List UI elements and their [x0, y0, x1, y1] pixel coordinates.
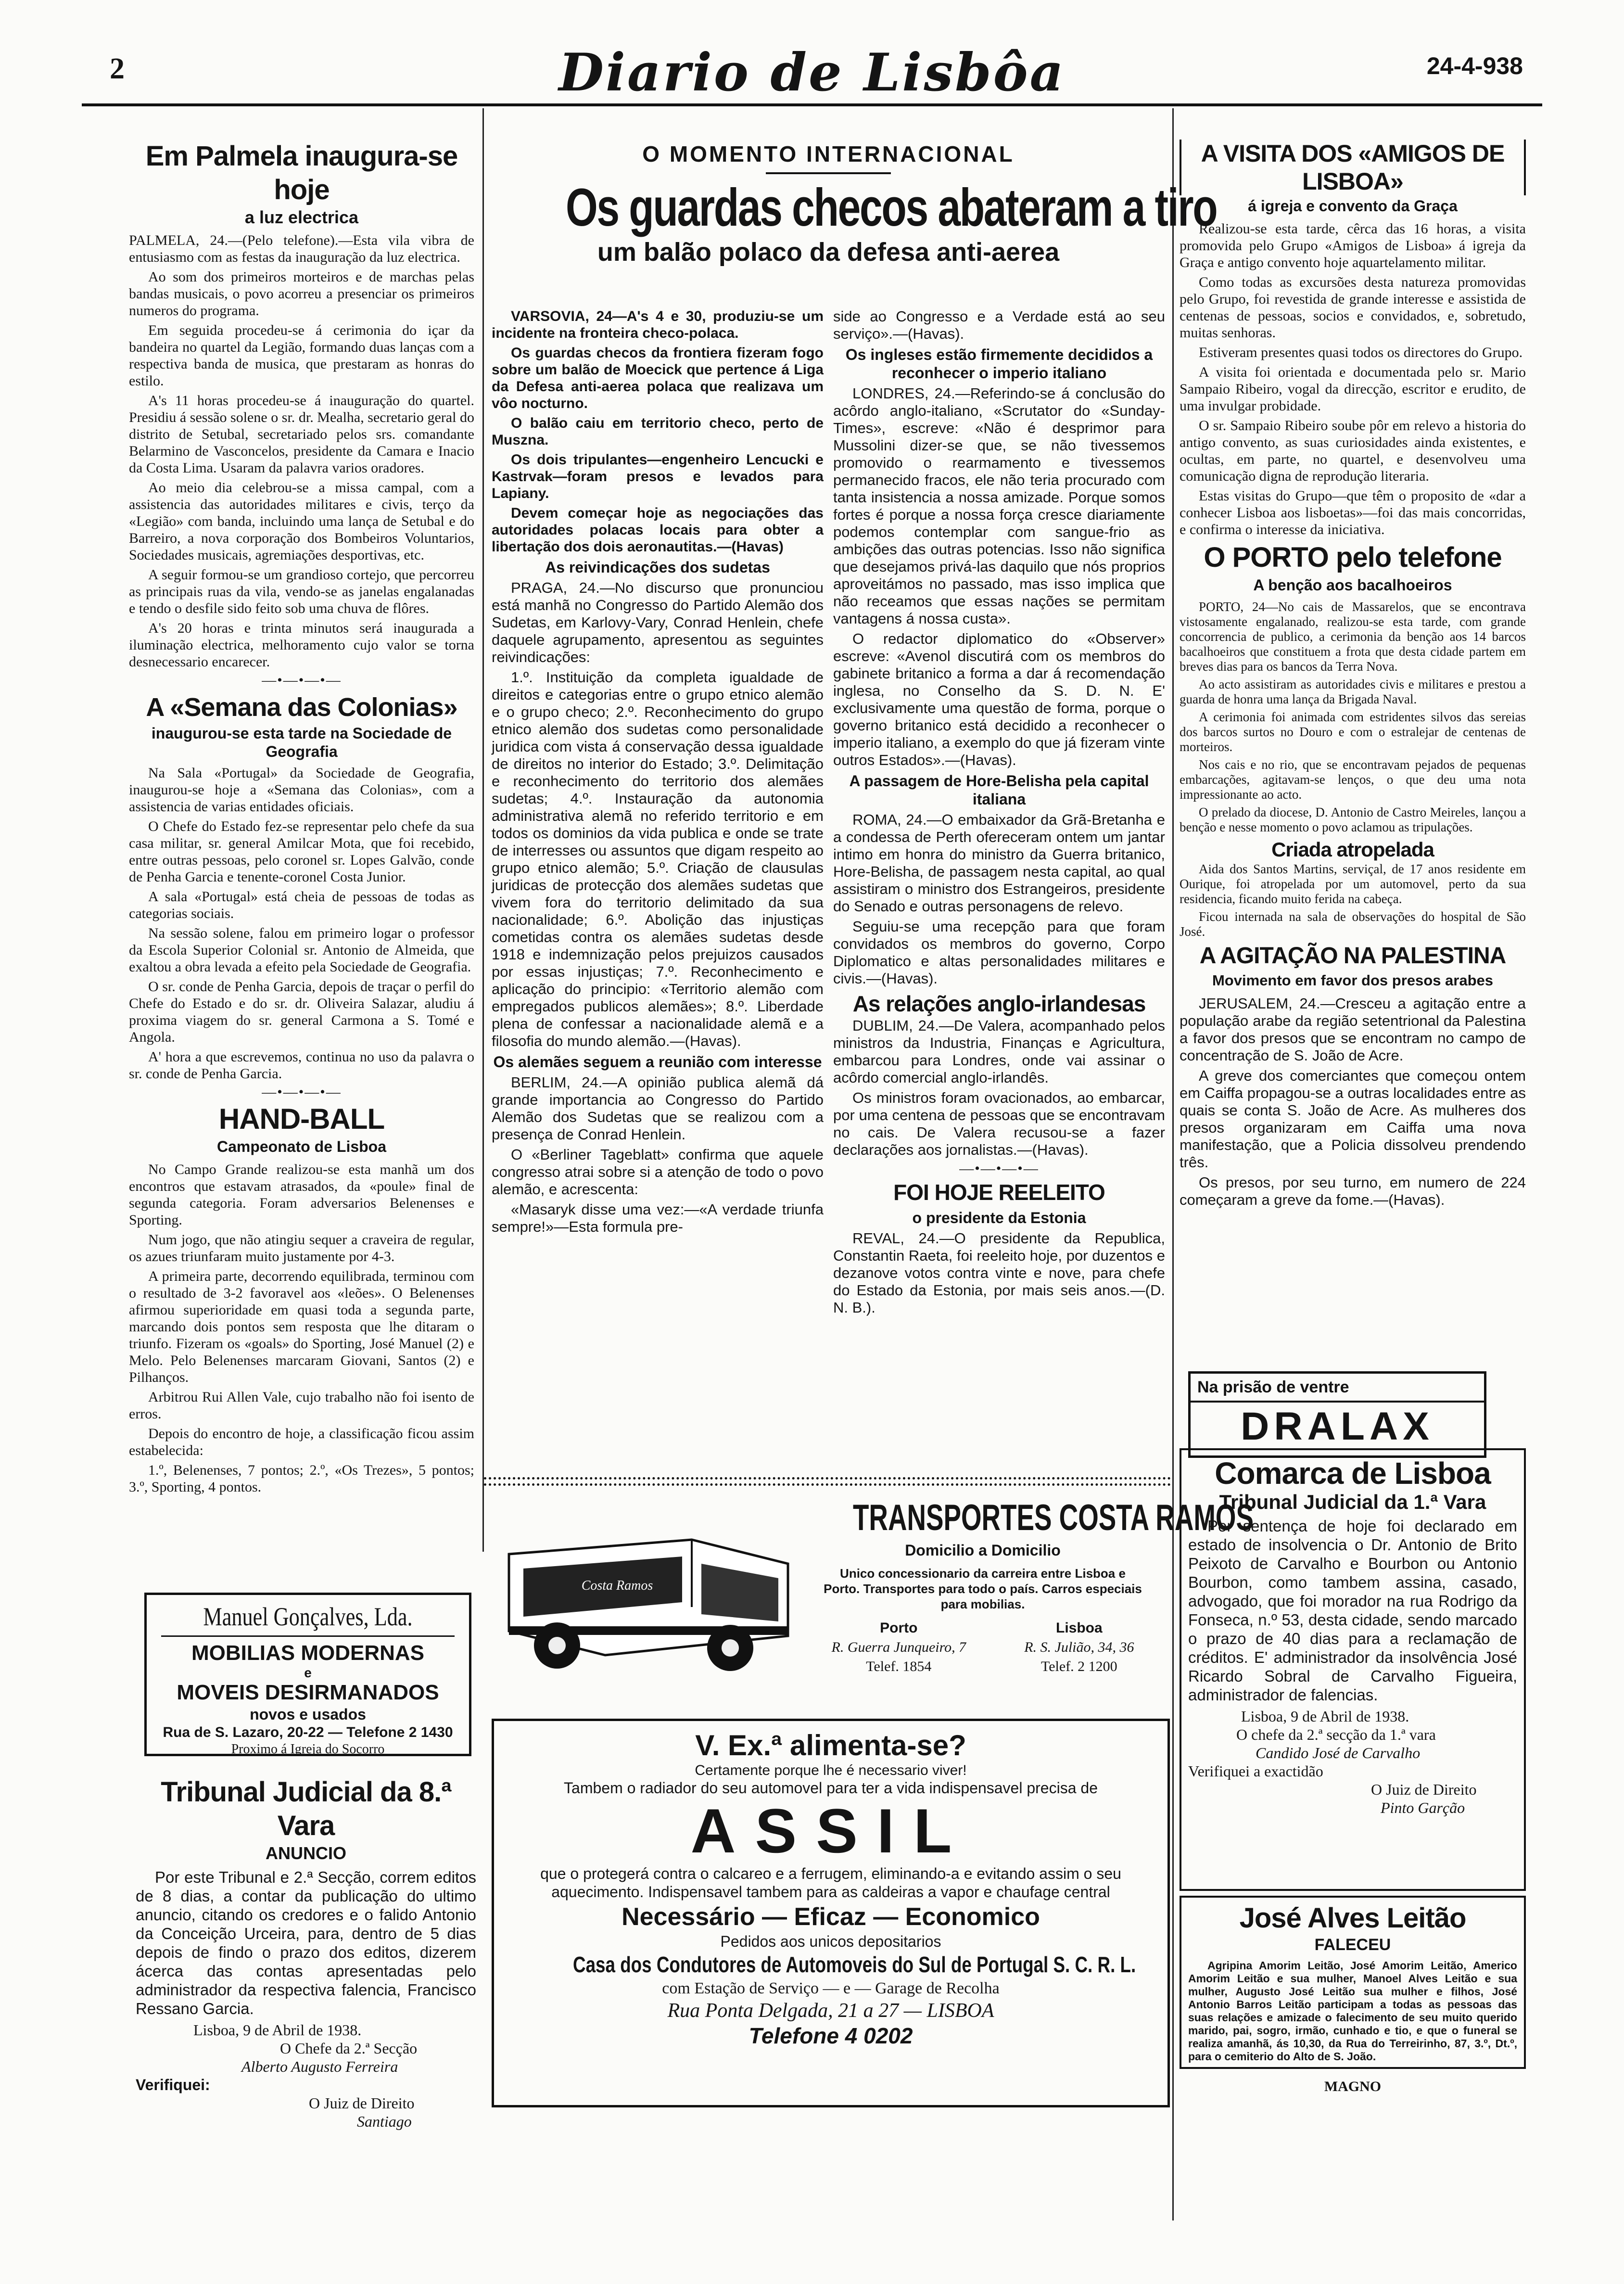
- criada-p2: Ficou internada na sala de observações do hospital de São José.: [1180, 909, 1526, 939]
- visita-p2: Como todas as excursões desta natureza promovidas pelo Grupo, foi revestida de grande interesse e assistida de centenas de pessoas, socios e convidados, e, sobretudo, muitas senhoras.: [1180, 274, 1526, 341]
- comarca-headline: Comarca de Lisboa: [1215, 1456, 1491, 1491]
- ad-assil-l1: Certamente porque lhe é necessario viver!: [695, 1762, 967, 1778]
- comarca-notice: [1180, 1448, 1526, 1891]
- ad-near: Proximo á Igreja do Socorro: [231, 1742, 385, 1757]
- masthead-title: Diario de Lisbôa: [558, 42, 1066, 103]
- comarca-subhead: Tribunal Judicial da 1.ª Vara: [1219, 1491, 1486, 1513]
- comarca-date: Lisboa, 9 de Abril de 1938.: [1241, 1708, 1409, 1725]
- handball-p6: 1.º, Belenenses, 7 pontos; 2.º, «Os Trezes», 5 pontos; 3.º, Sporting, 4 pontos.: [129, 1462, 474, 1495]
- tribunal-8-chefe-name: Alberto Augusto Ferreira: [241, 2058, 398, 2075]
- porto-p3: A cerimonia foi animada com estridentes silvos das sereias dos barcos surtos no Douro e com o estralejar de centenas de morteiros.: [1180, 710, 1526, 754]
- palmela-subhead: a luz electrica: [244, 207, 359, 227]
- ad-assil-l6: com Estação de Serviço — e — Garage de Recolha: [662, 1979, 1000, 1997]
- comarca-body: Por sentença de hoje foi declarado em estado de insolvencia o Dr. Antonio de Brito Peixoto de Carvalho e Bourbon ou Antonio Bourbon, como tambem assina, casado, advogado, que foi morador na rua Rodrigo da Fonseca, n.º 53, desta cidade, sendo marcado o prazo de 40 dias para a reclamação de créditos. E' administrador da insolvência José Ricardo Sobral de Carvalho Figueira, administrador de falencias.: [1188, 1517, 1517, 1704]
- palmela-p6: A seguir formou-se um grandioso cortejo, que percorreu as principais ruas da vila, vendo-se as janelas engalanadas e tendo o desfile sido feito sob uma chuva de flôres.: [129, 567, 474, 616]
- alemaes-p3: «Masaryk disse uma vez:—«A verdade triunfa sempre!»—Esta formula pre-: [492, 1201, 824, 1235]
- visita-subhead: á igreja e convento da Graça: [1248, 197, 1458, 215]
- obituary-leitao: [1180, 1896, 1526, 2069]
- page-number: 2: [110, 52, 125, 85]
- ad-address: Rua de S. Lazaro, 20-22 — Telefone 2 1430: [163, 1724, 453, 1740]
- tribunal-8-subhead: ANUNCIO: [266, 1843, 346, 1863]
- ad-dralax-brand: DRALAX: [1191, 1401, 1484, 1451]
- palestina-p3: Os presos, por seu turno, em numero de 224 começaram a greve da fome.—(Havas).: [1180, 1174, 1526, 1208]
- lead-p5: Devem começar hoje as negociações das autoridades polacas locais para obter a libertação dos dois aeronautitas.—(Havas): [492, 505, 824, 555]
- palestina-p2: A greve dos comerciantes que começou ontem em Caiffa propagou-se a outras localidades entre as quais se conta S. João de Acre. As mulheres dos presos organizaram em Caiffa uma nova manifestação, que a Policia dissolveu prendendo três.: [1180, 1067, 1526, 1171]
- ingleses-p0: side ao Congresso e a Verdade está ao seu serviço».—(Havas).: [833, 308, 1165, 342]
- lead-p3: O balão caiu em territorio checo, perto de Muszna.: [492, 415, 824, 448]
- ad-moveis: MOVEIS DESIRMANADOS: [177, 1681, 439, 1704]
- tribunal-8-notice: [136, 1775, 476, 2257]
- semana-p5: O sr. conde de Penha Garcia, depois de traçar o perfil do Chefe do Estado e do sr. dr. Oliveira Salazar, aludiu á proxima viagem do sr. general Carmona a S. Tomé e Angola.: [129, 979, 474, 1045]
- lead-p4: Os dois tripulantes—engenheiro Lencucki e Kastrvak—foram presos e levados para Lapiany.: [492, 452, 824, 501]
- ad-assil-l7: Rua Ponta Delgada, 21 a 27 — LISBOA: [667, 2000, 994, 2022]
- hore-belisha-p1: ROMA, 24.—O embaixador da Grã-Bretanha e a condessa de Perth ofereceram ontem um jantar intimo em honra do ministro da Guerra britanico, Hore-Belisha, de passagem nesta capital, ao qual assistiram o ministro dos Estrangeiros, presidente do Senado e outras personagens de relevo.: [833, 811, 1165, 915]
- porto-subhead: A benção aos bacalhoeiros: [1253, 576, 1452, 594]
- palmela-p1: PALMELA, 24.—(Pelo telefone).—Esta vila vibra de entusiasmo com as festas da inauguração da luz electrica.: [129, 232, 474, 265]
- sudetas-headline: As reivindicações dos sudetas: [545, 559, 770, 576]
- semana-p2: O Chefe do Estado fez-se representar pelo chefe da sua casa militar, sr. general Amilcar Mota, que foi recebido, entre outras pessoas, pelo coronel sr. Lopes Galvão, conde de Penha Garcia e tenente-coronel Costa Junior.: [129, 818, 474, 885]
- handball-headline: HAND-BALL: [218, 1103, 385, 1135]
- comarca-chefe: O chefe da 2.ª secção da 1.ª vara: [1236, 1726, 1436, 1743]
- ad-assil-l4: Pedidos aos unicos depositarios: [720, 1933, 941, 1950]
- semana-p1: Na Sala «Portugal» da Sociedade de Geografia, inaugurou-se hoje a «Semana das Colonias», com a assistencia de varias entidades oficiais.: [129, 765, 474, 815]
- semana-p4: Na sessão solene, falou em primeiro logar o professor da Escola Superior Colonial sr. Antonio de Almeida, que exaltou a obra levada a efeito pela Sociedade de Geografia.: [129, 925, 474, 975]
- obituary-faleceu: FALECEU: [1314, 1936, 1391, 1954]
- palmela-p5: Ao meio dia celebrou-se a missa campal, com a assistencia das autoridades militares e civis, terço da «Legião» com banda, incluindo uma lança de Setubal e do Barreiro, a nova corporação dos Bombeiros Voluntarios, Sociedades musicais, agremiações desportivas, etc.: [129, 480, 474, 563]
- column-rule-left: [482, 108, 484, 1552]
- ad-mobilias: MOBILIAS MODERNAS: [191, 1641, 424, 1665]
- semana-headline: A «Semana das Colonias»: [146, 693, 457, 722]
- comarca-chefe-name: Candido José de Carvalho: [1256, 1744, 1421, 1761]
- tribunal-8-headline: Tribunal Judicial da 8.ª Vara: [161, 1776, 451, 1841]
- kicker: O MOMENTO INTERNACIONAL: [642, 141, 1015, 166]
- handball-p4: Arbitrou Rui Allen Vale, cujo trabalho não foi isento de erros.: [129, 1389, 474, 1422]
- truck-label: Costa Ramos: [581, 1578, 653, 1593]
- anglo-irish-p2: Os ministros foram ovacionados, ao embarcar, por uma centena de pessoas que se encontravam no cais. De Valera recusou-se a fazer declarações aos jornalistas.—(Havas).: [833, 1089, 1165, 1158]
- tribunal-8-body: Por este Tribunal e 2.ª Secção, correm editos de 8 dias, a contar da publicação do ultimo anuncio, citando os credores e o falido Antonio da Conceição Urceira, para, dentro de 5 dias depois de findo o prazo dos editos, dizerem ácerca das contas apresentadas pelo administrador da respectiva falencia, Francisco Ressano Garcia.: [136, 1868, 476, 2017]
- alemaes-headline: Os alemães seguem a reunião com interesse: [493, 1053, 822, 1071]
- obituary-name: José Alves Leitão: [1239, 1902, 1466, 1934]
- estonia-p1: REVAL, 24.—O presidente da Republica, Constantin Raeta, foi reeleito hoje, por duzentos e dezanove votos contra vinte e nove, para chefe do Estado da Estonia, por mais seis anos.—(D. N. B.).: [833, 1230, 1165, 1316]
- lead-p2: Os guardas checos da frontiera fizeram fogo sobre um balão de Moecick que pertence á Liga da Defesa anti-aerea polaca que realizava um vôo nocturno.: [492, 345, 824, 411]
- porto-p1: PORTO, 24—No cais de Massarelos, que se encontrava vistosamente engalanado, realizou-se esta tarde, com grande concorrencia de publico, a cerimonia da benção aos 14 barcos bacalhoeiros que constituem a frota que desta cidade partem em breves dias para os bancos da Terra Nova.: [1180, 600, 1526, 674]
- ad-novos-usados: novos e usados: [250, 1706, 366, 1723]
- ad-porto-addr: R. Guerra Junqueiro, 7: [831, 1639, 966, 1655]
- porto-p5: O prelado da diocese, D. Antonio de Castro Meireles, lançou a benção e nesse momento o povo aclamou as tripulações.: [1180, 805, 1526, 834]
- separator-ornament: —•—•—•—: [262, 672, 342, 688]
- sudetas-p2: 1.º. Instituição da completa igualdade de direitos e categorias entre o grupo etnico alemão e o grupo checo; 2.º. Reconhecimento do grupo etnico alemão dos sudetas como personalidade juridica com vista á conservação dessa igualdade de direitos no interior do Estado; 3.º. Delimitação e reconhecimento do territorio dos alemães sudetas; 4.º. Instauração da autonomia administrativa alemã no referido territorio e em todos os dominios da vida publica e onde se trate de interresses ou assuntos que digam respeito ao grupo etnico alemão; 5.º. Criação de clausulas juridicas de protecção dos alemães sudetas que vivem fora do territorio delimitado da sua nacionalidade; 6.º. Abolição das injustiças cometidas contra os alemães sudetas desde 1918 e indemnização pelos prejuizos causados por essas injustiças; 7.º. Reconhecimento e aplicação do principio: «Territorio alemão com empregados publicos alemães»; 8.º. Liberdade plena de confessar a nacionalidade alemã e a filosofia do mundo alemão.—(Havas).: [492, 669, 824, 1049]
- center-column: [492, 140, 1217, 1467]
- ad-assil-l2: Tambem o radiador do seu automovel para ter a vida indispensavel precisa de: [564, 1779, 1098, 1797]
- ad-assil: [492, 1719, 1170, 2107]
- visita-p4: A visita foi orientada e documentada pelo sr. Mario Sampaio Ribeiro, vogal da direcção, escritor e erudito, de uma invulgar probidade.: [1180, 364, 1526, 414]
- porto-headline: O PORTO pelo telefone: [1204, 542, 1502, 573]
- palmela-p7: A's 20 horas e trinta minutos será inaugurada a iluminação electrica, melhoramento cujo valor se torna desnecessario encarecer.: [129, 620, 474, 670]
- ad-assil-brand: ASSIL: [690, 1796, 971, 1866]
- ad-assil-l5: Casa dos Condutores de Automoveis do Sul de Portugal S. C. R. L.: [573, 1952, 1136, 1977]
- handball-p5: Depois do encontro de hoje, a classificação ficou assim estabelecida:: [129, 1426, 474, 1458]
- ad-lisboa: Lisboa: [1056, 1620, 1103, 1636]
- sudetas-p1: PRAGA, 24.—No discurso que pronunciou está manhã no Congresso do Partido Alemão dos Sudetas, em Karlovy-Vary, Conrad Henlein, chefe daquele agrupamento, apresentou as seguintes reivindicações:: [492, 579, 824, 665]
- alemaes-p1: BERLIM, 24.—A opinião publica alemã dá grande importancia ao Congresso do Partido Alemão dos Sudetas que se realizou com a presença de Conrad Henlein.: [492, 1074, 824, 1143]
- handball-p2: Num jogo, que não atingiu sequer a craveira de regular, os azues triunfaram muito justamente por 4-3.: [129, 1232, 474, 1264]
- palestina-subhead: Movimento em favor dos presos arabes: [1212, 972, 1494, 989]
- ad-costa-ramos: [485, 1492, 1254, 1698]
- estonia-headline: FOI HOJE REELEITO: [893, 1180, 1105, 1205]
- ad-dralax: [1188, 1371, 1486, 1458]
- obituary-sign: MAGNO: [1324, 2079, 1382, 2094]
- alemaes-p2: O «Berliner Tageblatt» confirma que aquele congresso atrai sobre si a atenção de todo o povo alemão, e acrescenta:: [492, 1146, 824, 1198]
- ad-e: e: [304, 1665, 312, 1680]
- ad-dralax-small: Na prisão de ventre: [1197, 1378, 1349, 1396]
- separator-ornament: —•—•—•—: [959, 1161, 1039, 1176]
- semana-p6: A' hora a que escrevemos, continua no uso da palavra o sr. conde de Penha Garcia.: [129, 1049, 474, 1082]
- tribunal-8-juiz: O Juiz de Direito: [309, 2094, 415, 2112]
- tribunal-8-verif: Verifiquei:: [136, 2076, 210, 2093]
- comarca-juiz-name: Pinto Garção: [1381, 1799, 1465, 1816]
- comarca-verif: Verifiquei a exactidão: [1188, 1762, 1323, 1780]
- ingleses-headline: Os ingleses estão firmemente decididos a reconhecer o imperio italiano: [845, 346, 1153, 382]
- ingleses-p1: LONDRES, 24.—Referindo-se á conclusão do acôrdo anglo-italiano, «Scrutator do «Sunday-Times», escreve: «Não é desprimor para Mussolini dizer-se que, se não tivessemos promovido o rearmamento e tivessemos permanecido fracos, ele não teria procurado com tanta insistencia a nossa amizade. Porque somos fortes é porque a nossa força cresce diariamente podemos contemplar com sangue-frio as ambições das outras potencias. Isso não significa que desejamos privá-las daquilo que nós proprios aproveitámos no passado, mas isso implica que não receamos que essas nações se permitam vantagens á nossa custa».: [833, 385, 1165, 627]
- main-subheadline: um balão polaco da defesa anti-aerea: [597, 238, 1060, 267]
- ads-rule: [484, 1477, 1171, 1486]
- tribunal-8-date: Lisboa, 9 de Abril de 1938.: [193, 2021, 362, 2039]
- visita-headline: A VISITA DOS «AMIGOS DE LISBOA»: [1180, 140, 1526, 195]
- ad-lisboa-addr: R. S. Julião, 34, 36: [1024, 1639, 1134, 1655]
- ad-lisboa-tel: Telef. 2 1200: [1041, 1659, 1117, 1674]
- palmela-headline: Em Palmela inaugura-se hoje: [145, 140, 458, 205]
- ad-porto: Porto: [880, 1620, 918, 1636]
- porto-p4: Nos cais e no rio, que se encontravam pejados de pequenas embarcações, agitavam-se lenços, o que deu uma nota impressionante ao acto.: [1180, 757, 1526, 802]
- visita-p3: Estiveram presentes quasi todos os directores do Grupo.: [1199, 345, 1523, 360]
- visita-p1: Realizou-se esta tarde, cêrca das 16 horas, a visita promovida pelo Grupo «Amigos de Lisboa» á igreja da Graça e antigo convento hoje aquartelamento militar.: [1180, 221, 1526, 270]
- semana-subhead: inaugurou-se esta tarde na Sociedade de Geografia: [151, 725, 452, 760]
- anglo-irish-p1: DUBLIM, 24.—De Valera, acompanhado pelos ministros da Industria, Finanças e Agricultura, embarcou para Londres, onde vai assinar o acôrdo comercial anglo-irlandês.: [833, 1017, 1165, 1086]
- semana-p3: A sala «Portugal» está cheia de pessoas de todas as categorias sociais.: [129, 889, 474, 921]
- separator-ornament: —•—•—•—: [262, 1084, 342, 1100]
- right-column: [1180, 140, 1526, 1362]
- ad-costa-ramos-addresses: [802, 1619, 1163, 1676]
- criada-p1: Aida dos Santos Martins, serviçal, de 17 anos residente em Ourique, foi atropelada por um automovel, perto da sua residencia, ficando muito ferida na cabeça.: [1180, 862, 1526, 906]
- criada-headline: Criada atropelada: [1271, 838, 1434, 861]
- palmela-p3: Em seguida procedeu-se á cerimonia do içar da bandeira no quartel da Legião, formando duas lanças com a respectiva banda de musica, que prestaram as honras do estilo.: [129, 322, 474, 389]
- tribunal-8-juiz-name: Santiago: [357, 2113, 412, 2130]
- visita-p6: Estas visitas do Grupo—que têm o proposito de «dar a conhecer Lisboa aos lisboetas»—foi das mais concorridas, e confirma o interesse da iniciativa.: [1180, 488, 1526, 537]
- column-rule-right: [1172, 108, 1174, 2220]
- ingleses-p2: O redactor diplomatico do «Observer» escreve: «Avenol discutirá com os membros do gabinete britanico a forma a dar á recomendação inglesa, no Conselho da S. D. N. E' exclusivamente uma questão de forma, porque o governo britanico está decidido a reconhecer o imperio italiano, a exemplo do que já fizeram vinte outros Estados».—(Havas).: [833, 630, 1165, 768]
- handball-subhead: Campeonato de Lisboa: [216, 1138, 387, 1155]
- center-subcolumn-1: [492, 308, 824, 1463]
- ad-costa-ramos-sub: Domicilio a Domicilio: [905, 1542, 1061, 1559]
- ad-assil-tel: Telefone 4 0202: [749, 2023, 913, 2048]
- header-rule: [82, 103, 1542, 106]
- anglo-irish-headline: As relações anglo-irlandesas: [852, 991, 1146, 1016]
- obituary-body: Agripina Amorim Leitão, José Amorim Leitão, Americo Amorim Leitão e sua mulher, Manoel Alves Leitão e sua mulher, Augusto José Leitão sua mulher e filhos, José Antonio Barros Leitão participam a todas as pessoas das suas relações e amizade o falecimento de seu muito querido marido, pai, sogro, irmão, cunhado e tio, e que o funeral se realiza amanhã, ás 10,30, da Rua do Terreirinho, 87, 3.º, Dt.º, para o cemiterio do Alto de S. João.: [1188, 1959, 1517, 2063]
- estonia-subhead: o presidente da Estonia: [912, 1209, 1086, 1226]
- palmela-p4: A's 11 horas procedeu-se á inauguração do quartel. Presidiu á sessão solene o sr. dr. Mealha, secretario geral do distrito de Setubal, secretariado pelos srs. comandante Belarmino de Vasconcelos, presidente da Camara e Inacio da Costa Lima. Usaram da palavra varios oradores.: [129, 393, 474, 476]
- ad-assil-question: V. Ex.ª alimenta-se?: [695, 1729, 966, 1761]
- issue-date: 24-4-938: [1426, 52, 1523, 79]
- main-headline: Os guardas checos abateram a tiro: [566, 178, 1217, 237]
- comarca-juiz: O Juiz de Direito: [1371, 1781, 1477, 1798]
- handball-p3: A primeira parte, decorrendo equilibrada, terminou com o resultado de 3-2 favoravel aos «leões». O Belenenses afirmou superioridade em quasi toda a segunda parte, marcando dois pontos sem resposta que lhe ditaram o triunfo. Fizeram os «goals» do Sporting, José Manuel (2) e Melo. Pelo Belenenses marcaram Giovani, Santos (2) e Pilhanços.: [129, 1268, 474, 1385]
- palmela-p2: Ao som dos primeiros morteiros e de marchas pelas bandas musicais, o povo acorreu a presenciar os primeiros numeros do programa.: [129, 269, 474, 319]
- ad-costa-ramos-desc: Unico concessionario da carreira entre Lisboa e Porto. Transportes para todo o país. Carros especiais para mobilias.: [824, 1566, 1142, 1611]
- ad-assil-l3: que o protegerá contra o calcareo e a ferrugem, eliminando-a e evitando assim o seu aquecimento. Indispensavel tambem para as caldeiras a vapor e chaufage central: [540, 1865, 1121, 1901]
- truck-illustration: [490, 1511, 798, 1684]
- ad-assil-slogan: Necessário — Eficaz — Economico: [622, 1903, 1040, 1931]
- tribunal-8-chefe: O Chefe da 2.ª Secção: [280, 2040, 418, 2057]
- palestina-headline: A AGITAÇÃO NA PALESTINA: [1199, 943, 1506, 969]
- hore-belisha-p2: Seguiu-se uma recepção para que foram convidados os membros do governo, Corpo Diplomatico e altas personalidades militares e civis.—(Havas).: [833, 918, 1165, 987]
- ad-costa-ramos-title: TRANSPORTES COSTA RAMOS: [853, 1497, 1254, 1538]
- visita-p5: O sr. Sampaio Ribeiro soube pôr em relevo a historia do antigo convento, as suas curiosidades ainda existentes, e ocultas, em parte, no quartel, e desenvolveu uma comunicação digna de reprodução literaria.: [1180, 418, 1526, 484]
- porto-p2: Ao acto assistiram as autoridades civis e militares e prestou a guarda de honra uma lança da Brigada Naval.: [1180, 677, 1526, 706]
- ad-manuel-goncalves: [144, 1593, 471, 1756]
- hore-belisha-headline: A passagem de Hore-Belisha pela capital italiana: [849, 772, 1149, 808]
- lead-p1: VARSOVIA, 24—A's 4 e 30, produziu-se um incidente na fronteira checo-polaca.: [492, 308, 824, 341]
- palestina-p1: JERUSALEM, 24.—Cresceu a agitação entre a população arabe da região setentrional da Palestina a favor dos presos que se encontram no campo de concentração de S. João de Acre.: [1180, 995, 1526, 1064]
- ad-manuel-goncalves-name: Manuel Gonçalves, Lda.: [203, 1602, 413, 1631]
- handball-p1: No Campo Grande realizou-se esta manhã um dos encontros que estavam atrasados, da «poule» final de segunda categoria. Foram adversarios Belenenses e Sporting.: [129, 1161, 474, 1228]
- center-subcolumn-2: [833, 308, 1165, 1463]
- ad-porto-tel: Telef. 1854: [866, 1659, 932, 1674]
